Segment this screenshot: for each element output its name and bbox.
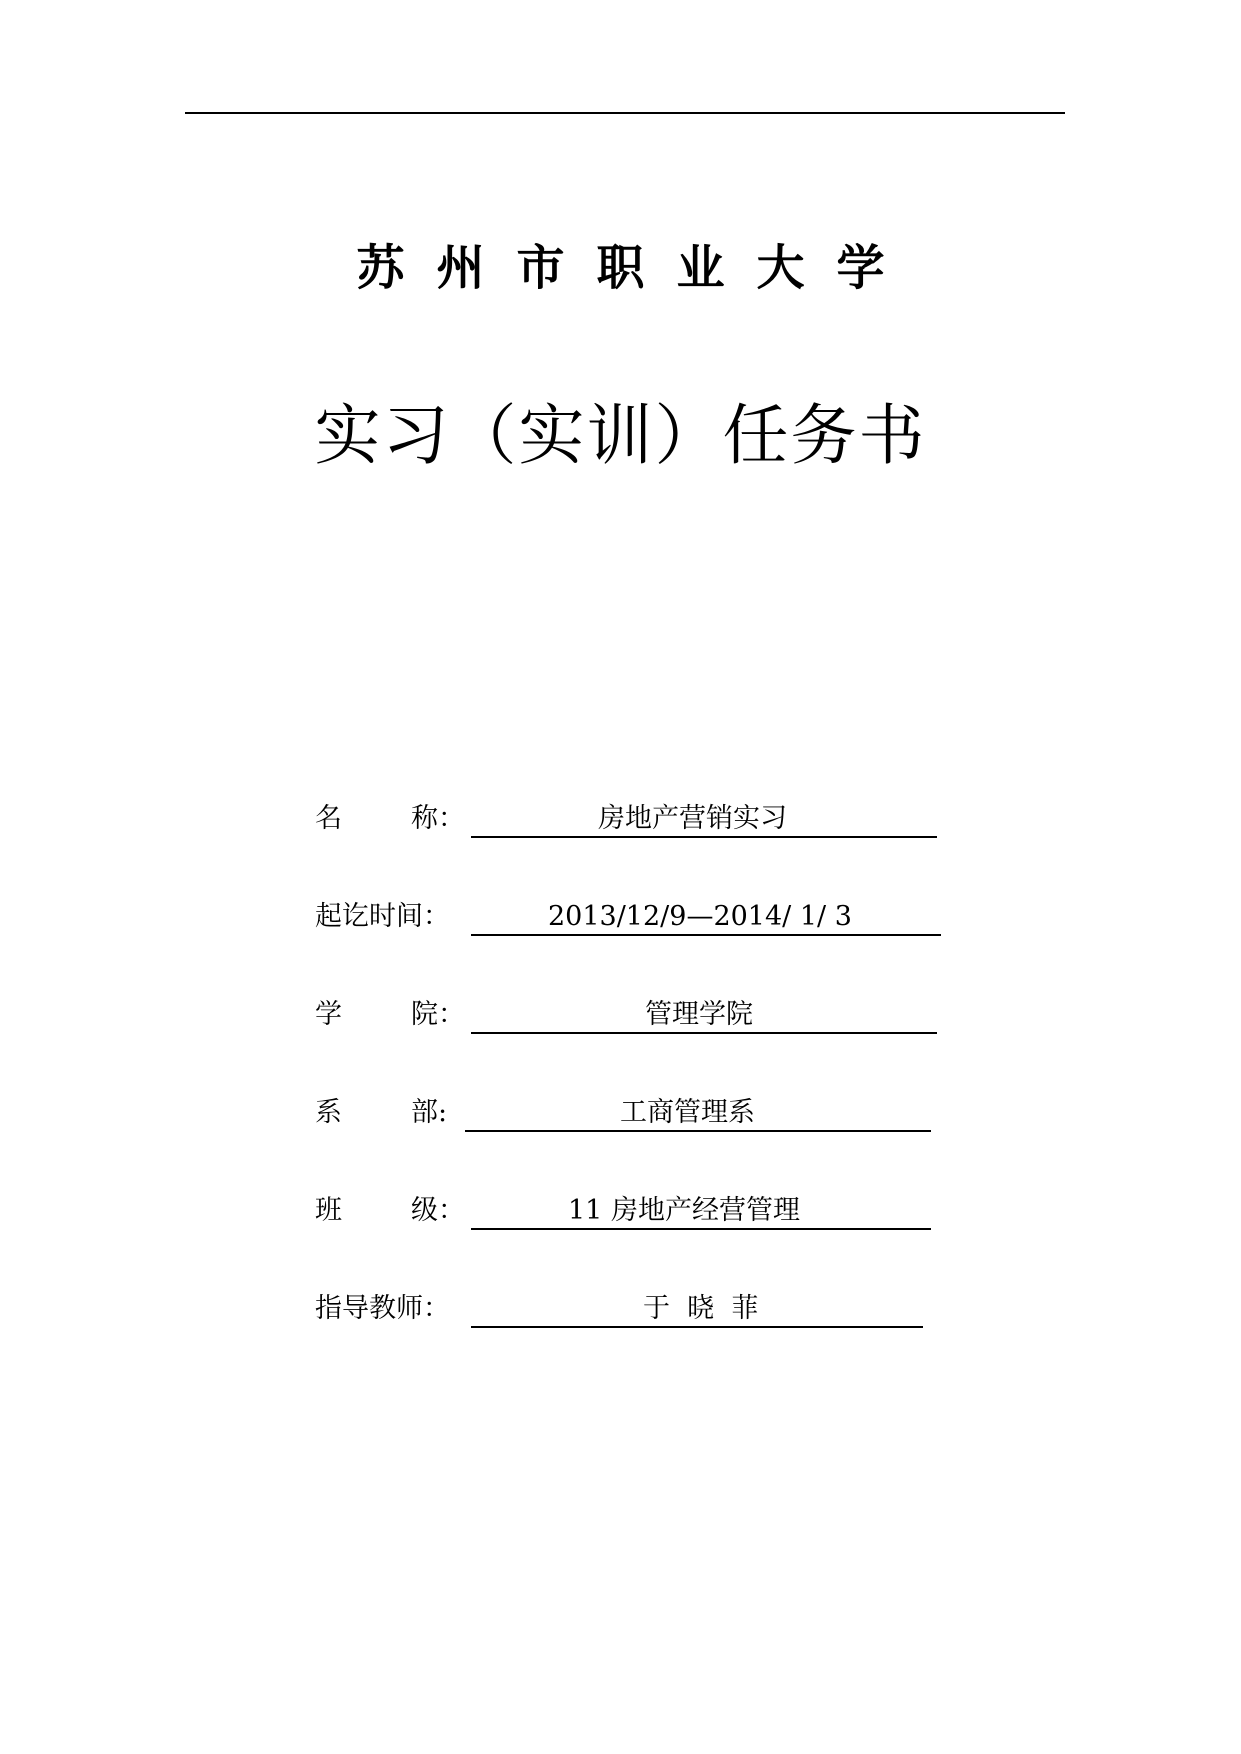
document-title: 实习（实训）任务书 [314,397,927,474]
field-department-label-second: 部: [411,1097,448,1128]
university-char: 苏 [356,240,405,296]
field-period-value: 2013/12/9—2014/ 1/ 3 [548,901,852,932]
field-class-label-second: 级： [411,1195,465,1226]
field-name-label-second: 称： [411,803,465,834]
field-name [315,798,955,842]
field-department-label-first: 系 [315,1097,342,1128]
field-college [315,994,955,1038]
field-name-value: 房地产营销实习 [598,803,787,834]
field-period-label: 起讫时间： [315,901,450,932]
field-instructor-label: 指导教师： [315,1293,450,1324]
field-instructor [315,1288,955,1332]
university-char: 大 [756,240,805,296]
university-char: 市 [516,240,565,296]
university-name [0,238,1241,298]
field-name-label [315,802,465,836]
university-char: 学 [836,240,885,296]
university-char: 业 [676,240,725,296]
field-class-value: 11 房地产经营管理 [568,1195,800,1226]
university-char: 职 [596,240,645,296]
field-department-label [315,1096,447,1130]
field-instructor-value: 于 晓 菲 [643,1293,759,1324]
field-college-label-first: 学 [315,999,342,1030]
field-college-value: 管理学院 [645,999,753,1030]
field-department [315,1092,955,1136]
field-period [315,896,955,940]
field-class-label-first: 班 [315,1195,342,1226]
field-class [315,1190,955,1234]
field-name-label-first: 名 [315,803,342,834]
university-char: 州 [436,240,485,296]
field-college-label-second: 院： [411,999,465,1030]
field-department-value: 工商管理系 [620,1097,755,1128]
header-rule [185,112,1065,114]
field-class-label [315,1194,465,1228]
field-college-label [315,998,465,1032]
